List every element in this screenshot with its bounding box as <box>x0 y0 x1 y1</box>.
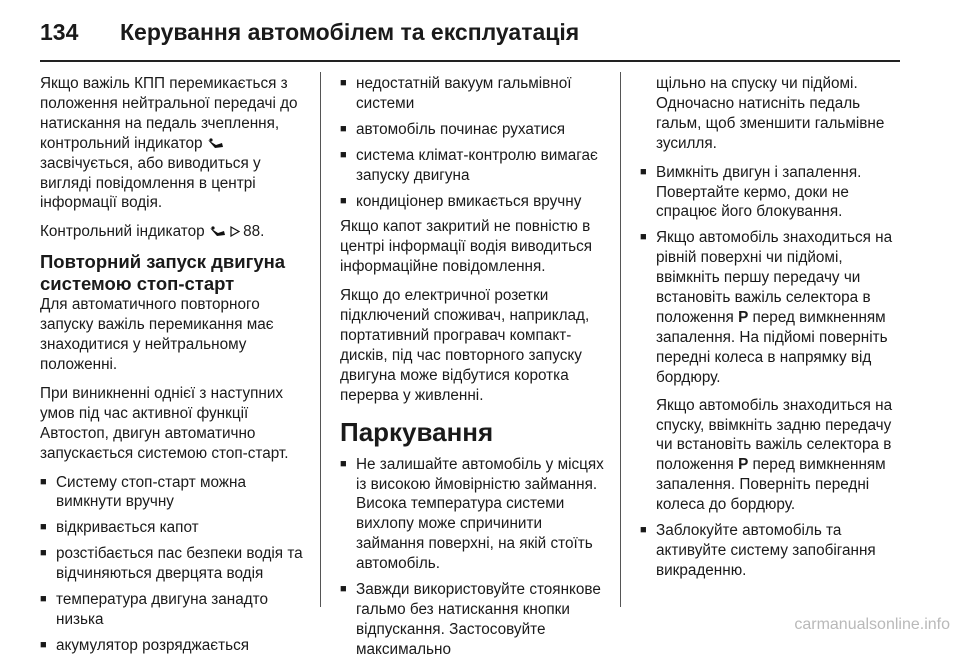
bullet-list <box>640 163 908 581</box>
list-item: ■ кондиціонер вмикається вручну <box>340 192 608 212</box>
gear-position-label: P <box>738 456 749 474</box>
gear-position-label: P <box>738 308 749 326</box>
list-item: ■ автомобіль починає рухатися <box>340 120 608 140</box>
text: Якщо автомобіль знаходиться на спуску, ввімкніть задню передачу чи встановіть важіль селектора в положення <box>656 396 893 474</box>
column-divider <box>620 72 621 607</box>
list-item: ■ Завжди використовуйте стоянкове гальмо без натискання кнопки відпускання. Застосовуйте максимально <box>340 580 608 660</box>
text: Якщо автомобіль знаходиться на рівній поверхні чи підйомі, ввімкніть першу передачу чи встановіть важіль селектора в положення <box>656 229 893 326</box>
column-divider <box>320 72 321 607</box>
paragraph: Для автоматичного повторного запуску важіль перемикання має знаходитися у нейтральному положенні. <box>40 296 274 373</box>
list-item <box>640 228 908 515</box>
list-item: ■ Систему стоп-старт можна вимкнути вручну <box>40 473 308 513</box>
section-heading: Паркування <box>340 416 494 447</box>
list-item: ■ Вимкніть двигун і запалення. Повертайте кермо, доки не спрацює його блокування. <box>640 163 908 223</box>
list-item: ■ Заблокуйте автомобіль та активуйте систему запобігання викраденню. <box>640 521 908 581</box>
eco-car-indicator-icon <box>209 225 226 237</box>
list-item: ■ температура двигуна занадто низька <box>40 590 308 630</box>
paragraph: щільно на спуску чи підйомі. Одночасно натисніть педаль гальм, щоб зменшити гальмівне зусилля. <box>656 75 885 152</box>
bullet-list <box>340 455 608 660</box>
text: Контрольний індикатор <box>40 223 205 241</box>
page-title: Керування автомобілем та експлуатація <box>120 18 580 45</box>
list-item: ■ недостатній вакуум гальмівної системи <box>340 74 608 114</box>
paragraph: Якщо капот закритий не повністю в центрі інформації водія виводиться інформаційне повідомлення. <box>340 218 592 276</box>
column-1 <box>40 74 308 662</box>
page-reference[interactable]: 88. <box>243 223 265 241</box>
paragraph: Якщо до електричної розетки підключений споживач, наприклад, портативний програвач компакт-дисків, під час повторного запуску двигуна може відбутися коротка перерва у живленні. <box>340 287 590 404</box>
column-2 <box>340 74 608 666</box>
column-3 <box>640 74 908 587</box>
bullet-list <box>40 473 308 656</box>
text: Якщо важіль КПП перемикається з положення нейтральної передачі до натискання на педаль зчеплення, контрольний індикатор <box>40 75 298 152</box>
paragraph <box>40 222 308 242</box>
page-header <box>40 14 579 50</box>
paragraph <box>40 74 308 213</box>
text: перед вимкненням запалення. Поверніть передні колеса до бордюру. <box>656 456 886 514</box>
list-item: ■ розстібається пас безпеки водія та відчиняються дверцята водія <box>40 544 308 584</box>
list-item: ■ акумулятор розряджається <box>40 636 308 656</box>
list-item: ■ відкривається капот <box>40 518 308 538</box>
watermark: carmanualsonline.info <box>794 616 950 633</box>
sub-paragraph <box>656 396 908 515</box>
header-rule <box>40 60 900 62</box>
eco-car-indicator-icon <box>207 137 224 149</box>
paragraph: При виникненні однієї з наступних умов під час активної функції Автостоп, двигун автоматично запускається системою стоп-старт. <box>40 384 289 462</box>
page-reference-icon <box>230 226 240 237</box>
section-heading: Повторний запуск двигуна системою стоп-старт <box>40 251 286 295</box>
text: перед вимкненням запалення. На підйомі поверніть передні колеса в напрямку від бордюру. <box>656 308 888 386</box>
list-item: ■ система клімат-контролю вимагає запуску двигуна <box>340 146 608 186</box>
text: засвічується, або виводиться у вигляді повідомлення в центрі інформації водія. <box>40 154 261 212</box>
page-number: 134 <box>40 18 79 45</box>
list-item: ■ Не залишайте автомобіль у місцях із високою ймовірністю займання. Висока температура системи вихлопу може спричинити займання поверхні, на якій стоїть автомобіль. <box>340 455 608 574</box>
bullet-list <box>340 74 608 211</box>
